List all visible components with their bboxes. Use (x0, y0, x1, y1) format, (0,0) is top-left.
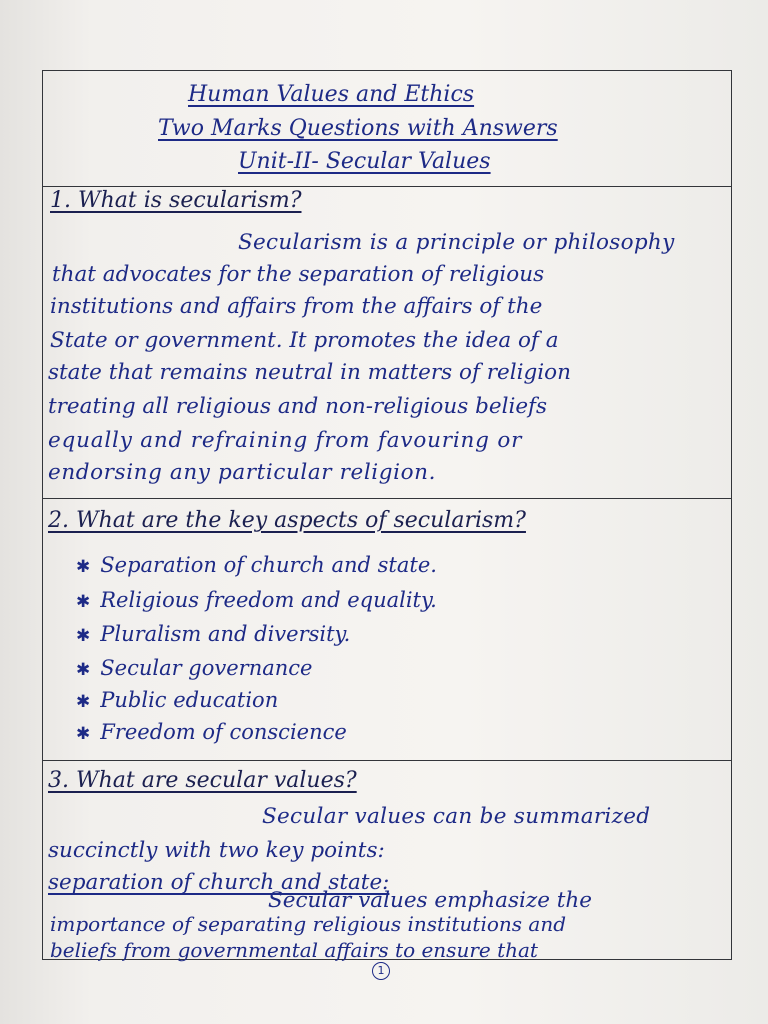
section-rule (42, 186, 732, 187)
bullet-item: ✱ Secular governance (76, 656, 313, 680)
answer-1-line: endorsing any particular religion. (48, 460, 437, 485)
answer-1-line: equally and refraining from favouring or (48, 428, 523, 453)
answer-3-line: Secular values emphasize the (268, 888, 592, 913)
bullet-item: ✱ Public education (76, 688, 279, 712)
answer-1-line: institutions and affairs from the affairs of the (50, 294, 543, 319)
answer-3-line: importance of separating religious institutions and (50, 912, 566, 936)
subheading: separation of church and state: (48, 870, 390, 895)
section-rule (42, 498, 732, 499)
answer-3-line: beliefs from governmental affairs to ensure that (50, 938, 538, 962)
asterisk-icon: ✱ (76, 724, 91, 744)
asterisk-icon: ✱ (76, 557, 91, 577)
answer-1-line: State or government. It promotes the idea of a (50, 328, 559, 353)
answer-1-line: state that remains neutral in matters of religion (48, 360, 571, 385)
page-subtitle: Two Marks Questions with Answers (158, 116, 558, 141)
bullet-item: ✱ Religious freedom and equality. (76, 588, 437, 612)
section-rule (42, 760, 732, 761)
question-1: 1. What is secularism? (50, 188, 302, 213)
answer-3-line: succinctly with two key points: (48, 838, 385, 863)
answer-3-line: Secular values can be summarized (262, 804, 651, 829)
question-3: 3. What are secular values? (48, 768, 357, 793)
answer-1-line: Secularism is a principle or philosophy (238, 230, 675, 255)
answer-1-line: treating all religious and non-religious beliefs (48, 394, 548, 419)
asterisk-icon: ✱ (76, 692, 91, 712)
asterisk-icon: ✱ (76, 626, 91, 646)
question-2: 2. What are the key aspects of secularism? (48, 508, 526, 533)
bullet-item: ✱ Freedom of conscience (76, 720, 347, 744)
asterisk-icon: ✱ (76, 660, 91, 680)
page-title: Human Values and Ethics (188, 82, 475, 107)
asterisk-icon: ✱ (76, 592, 91, 612)
page-number: 1 (372, 962, 390, 980)
answer-1-line: that advocates for the separation of religious (52, 262, 545, 287)
unit-title: Unit-II- Secular Values (238, 149, 491, 174)
bullet-item: ✱ Pluralism and diversity. (76, 622, 351, 646)
bullet-item: ✱ Separation of church and state. (76, 553, 437, 577)
